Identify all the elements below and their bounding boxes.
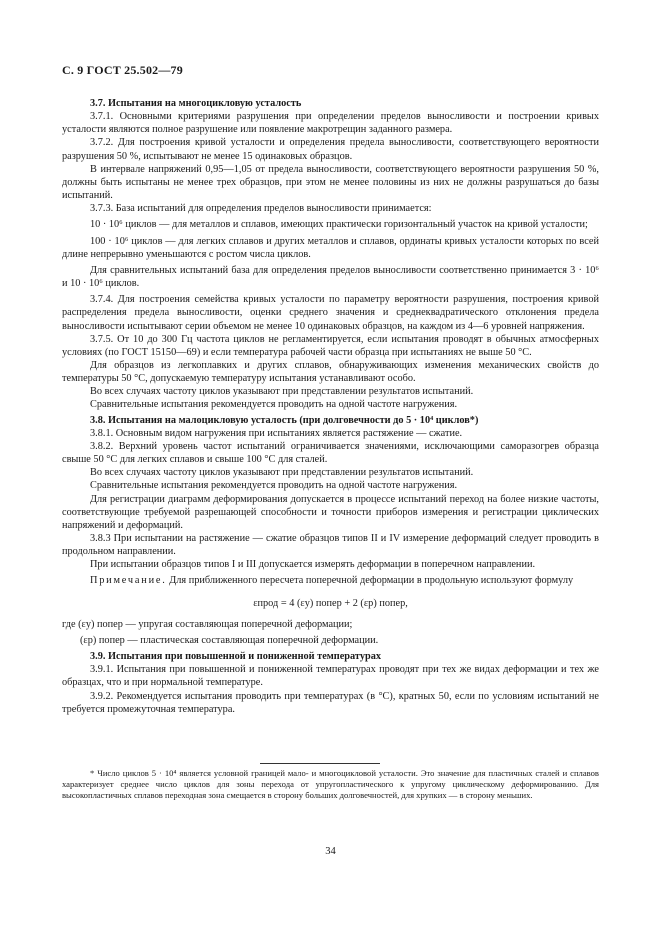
page-header: С. 9 ГОСТ 25.502—79 (62, 63, 183, 77)
paragraph: 3.8.1. Основным видом нагружения при испытаниях является растяжение — сжатие. (90, 427, 463, 439)
note-paragraph (62, 574, 599, 587)
section-heading-3-7: 3.7. Испытания на многоцикловую усталость (90, 98, 302, 109)
paragraph: Сравнительные испытания рекомендуется проводить на одной частоте нагружения. (90, 480, 458, 492)
section-heading-3-8: 3.8. Испытания на малоцикловую усталость (при долговечности до 5 · 10⁴ циклов*) (90, 414, 479, 426)
footnote (62, 768, 599, 802)
footnote-text: * Число циклов 5 · 10⁴ является условной границей мало- и многоцикловой усталости. Это значение для пластичных сталей и сплавов характеризует среднее число циклов для зоны перехода от упругопластического к упругому циклическому деформированию. Для высокопластичных сплавов переходная зона смещается в сторону больших долговечностей, для хрупких — в сторону меньших. (62, 768, 599, 801)
paragraph: Для сравнительных испытаний база для определения пределов выносливости соответственно принимается 3 · 10⁶ и 10 · 10⁶ циклов. (62, 264, 599, 290)
paragraph: 3.7.5. От 10 до 300 Гц частота циклов не регламентируется, если испытания проводят в обычных атмосферных условиях (по ГОСТ 15150—69) и если температура рабочей части образца при испытаниях не выше 50 °С. (62, 333, 599, 358)
paragraph: 3.7.1. Основными критериями разрушения при определении пределов выносливости и построении кривых усталости являются полное разрушение или появление макротрещин заданного размера. (62, 111, 599, 136)
where-text-1: — упругая составляющая поперечной деформации; (125, 618, 353, 630)
footnote-divider (260, 763, 380, 764)
paragraph: 3.9.2. Рекомендуется испытания проводить при температурах (в °С), кратных 50, если по условиям испытаний не требуется промежуточная температура. (62, 690, 599, 715)
paragraph: 3.8.3 При испытании на растяжение — сжатие образцов типов II и IV измерение деформаций следует проводить в продольном направлении. (62, 533, 599, 558)
where-symbol-2: (εр) попер (80, 634, 125, 646)
note-label: Примечание. (90, 575, 167, 587)
paragraph: 3.7.2. Для построения кривой усталости и определения предела выносливости, соответствующего вероятности разрушения 50 %, испытывают не менее 15 одинаковых образцов. (62, 137, 599, 162)
paragraph: Сравнительные испытания рекомендуется проводить на одной частоте нагружения. (90, 399, 458, 411)
paragraph: В интервале напряжений 0,95—1,05 от предела выносливости, соответствующего вероятности разрушения 50 %, должны быть испытаны не менее трех образцов, при этом не менее половины из них не должны разрушаться до базы испытаний. (62, 163, 599, 202)
formula-where-1 (62, 618, 599, 631)
document-body (62, 95, 599, 716)
where-text-2: — пластическая составляющая поперечной деформации. (127, 634, 379, 646)
paragraph: 3.8.2. Верхний уровень частот испытаний ограничивается значениями, исключающими саморазогрев образца свыше 50 °С для легких сплавов и свыше 100 °С для сталей. (62, 440, 599, 466)
paragraph: Для образцов из легкоплавких и других сплавов, обнаруживающих изменения механических свойств до температуры 50 °С, допускаемую температуру испытания устанавливают особо. (62, 359, 599, 385)
where-symbol-1: (εу) попер (78, 618, 123, 630)
paragraph: 3.9.1. Испытания при повышенной и пониженной температурах проводят при тех же видах деформации и тех же образцах, что и при нормальной температуре. (62, 664, 599, 689)
paragraph: 3.7.4. Для построения семейства кривых усталости по параметру вероятности разрушения, построения кривой распределения предела выносливости, оценки среднего значения и среднеквадратического отклонения предела выносливости испытывают серии объемом не менее 10 одинаковых образцов, на каждом из 4—6 уровней напряжения. (62, 294, 599, 332)
section-heading-3-9: 3.9. Испытания при повышенной и пониженной температурах (90, 651, 382, 663)
page-number: 34 (325, 846, 336, 857)
paragraph: При испытании образцов типов I и III допускается измерять деформации в поперечном направлении. (90, 559, 536, 571)
paragraph: Во всех случаях частоту циклов указывают при представлении результатов испытаний. (90, 386, 474, 398)
formula: εпрод = 4 (εу) попер + 2 (εр) попер, (253, 597, 408, 609)
paragraph: 100 · 10⁶ циклов — для легких сплавов и других металлов и сплавов, ординаты кривых усталости которых по всей длине непрерывно уменьшаются с ростом числа циклов. (62, 235, 599, 260)
where-label: где (62, 618, 76, 630)
paragraph: Для регистрации диаграмм деформирования допускается в процессе испытаний переход на более низкие частоты, соответствующие требуемой разрешающей способности и точности приборов измерения и регистрации циклических напряжений и деформаций. (62, 493, 599, 531)
formula-where-2 (62, 634, 599, 647)
paragraph: Во всех случаях частоту циклов указывают при представлении результатов испытаний. (90, 467, 474, 479)
note-text: Для приближенного пересчета поперечной деформации в продольную используют формулу (169, 575, 574, 587)
paragraph: 3.7.3. База испытаний для определения пределов выносливости принимается: (90, 203, 432, 215)
paragraph: 10 · 10⁶ циклов — для металлов и сплавов, имеющих практически горизонтальный участок на кривой усталости; (90, 219, 588, 231)
